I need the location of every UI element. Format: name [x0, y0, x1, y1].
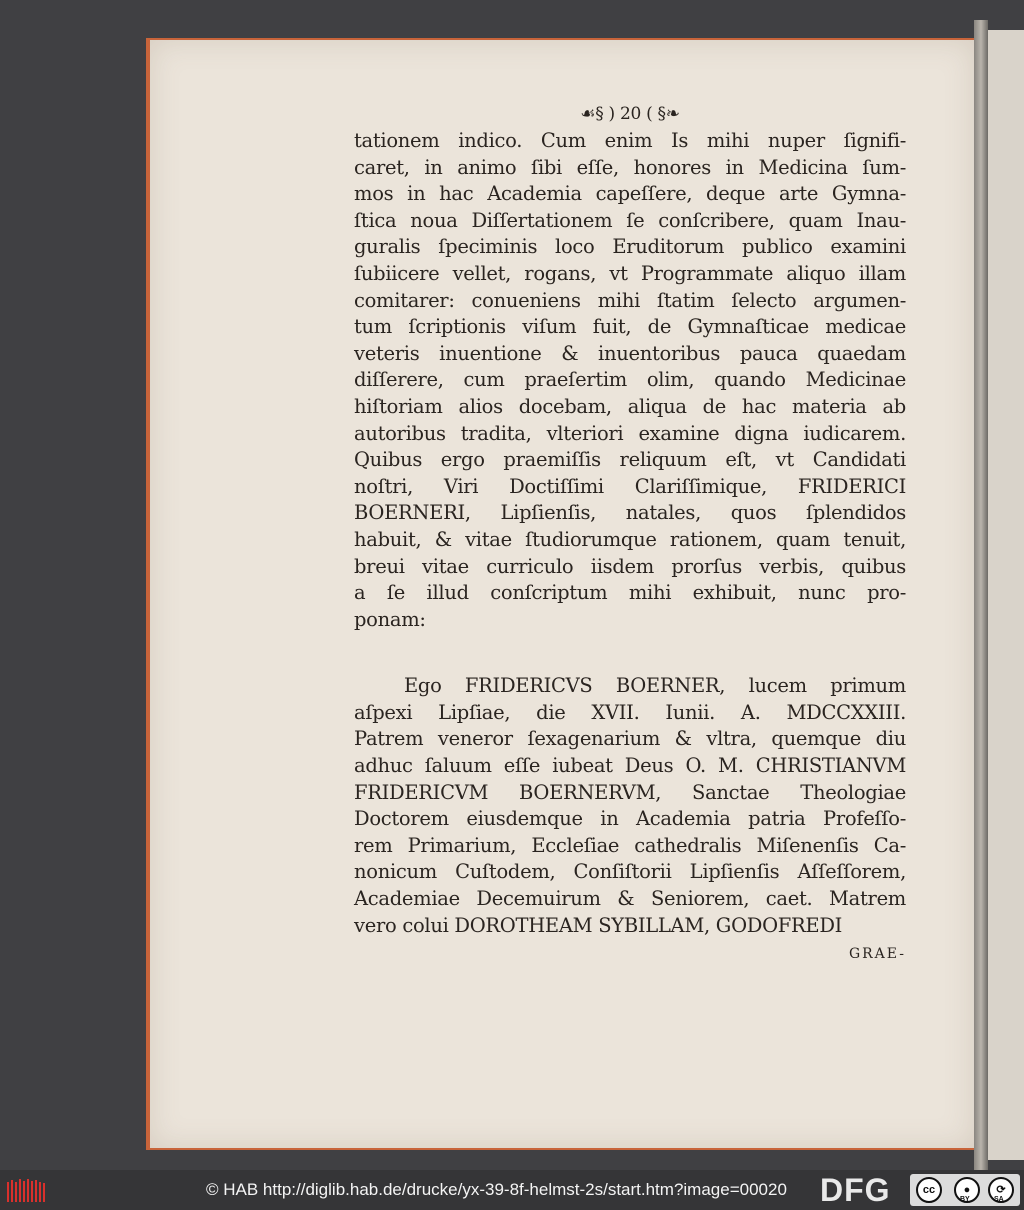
text-line: breui vitae curriculo iisdem prorſus verbis, quibus: [354, 554, 906, 578]
text-line: mos in hac Academia capeſſere, deque arte Gymna-: [354, 182, 906, 206]
hab-logo-icon: [6, 1178, 46, 1204]
text-line: ponam:: [354, 607, 426, 631]
cc-license-badge[interactable]: [910, 1174, 1020, 1206]
text-line: autoribus tradita, vlteriori examine digna iudicarem.: [354, 421, 906, 445]
dfg-logo: DFG: [820, 1172, 891, 1208]
text-line: Ego FRIDERICVS BOERNER, lucem primum: [404, 674, 906, 698]
text-line: ſubiicere vellet, rogans, vt Programmate aliquo illam: [354, 261, 906, 285]
text-line: habuit, & vitae ſtudiorumque rationem, quam tenuit,: [354, 527, 906, 551]
sa-label: SA: [994, 1196, 1004, 1203]
text-line: adhuc ſaluum eſſe iubeat Deus O. M. CHRISTIANVM: [354, 754, 906, 778]
text-line: Patrem veneror ſexagenarium & vltra, quemque diu: [354, 727, 906, 751]
paragraph-2: [354, 673, 906, 939]
text-line: BOERNERI, Lipſienſis, natales, quos ſplendidos: [354, 501, 906, 525]
text-line: Doctorem eiusdemque in Academia patria Profeſſo-: [354, 807, 906, 831]
share-alike-icon: ⟳: [988, 1177, 1014, 1203]
by-label: BY: [960, 1196, 970, 1203]
text-line: ſtica noua Diſſertationem ſe conſcribere, quam Inau-: [354, 208, 906, 232]
text-line: FRIDERICVM BOERNERVM, Sanctae Theologiae: [354, 780, 906, 804]
text-line: nonicum Cuſtodem, Conſiſtorii Lipſienſis Aſſeſſorem,: [354, 860, 906, 884]
page-text: [354, 100, 906, 969]
facing-page-edge: [988, 30, 1024, 1160]
text-line: Quibus ergo praemiſſis reliquum eſt, vt Candidati: [354, 448, 906, 472]
text-line: tationem indico. Cum enim Is mihi nuper ſignifi-: [354, 129, 906, 152]
copyright-link[interactable]: © HAB http://diglib.hab.de/drucke/yx-39-8f-helmst-2s/start.htm?image=00020: [206, 1180, 787, 1199]
catchword: GRAE-: [848, 946, 906, 963]
by-person-icon: ●: [954, 1177, 980, 1203]
text-line: diſſerere, cum praeſertim olim, quando Medicinae: [354, 368, 906, 392]
text-line: a ſe illud conſcriptum mihi exhibuit, nunc pro-: [354, 581, 906, 605]
footer-bar: [0, 1170, 1024, 1210]
text-line: vero colui DOROTHEAM SYBILLAM, GODOFREDI: [354, 913, 843, 937]
page-header: ☙§ ) 20 ( §❧: [580, 104, 680, 124]
paragraph-1: [354, 128, 906, 633]
text-line: veteris inuentione & inuentoribus pauca quaedam: [354, 341, 906, 365]
text-line: guralis ſpeciminis loco Eruditorum publico examini: [354, 235, 906, 259]
text-line: comitarer: conueniens mihi ſtatim ſelecto argumen-: [354, 288, 906, 312]
text-line: Academiae Decemuirum & Seniorem, caet. Matrem: [354, 887, 906, 911]
book-gutter: [974, 20, 988, 1170]
text-line: hiſtoriam alios docebam, aliqua de hac materia ab: [354, 394, 906, 418]
text-line: noſtri, Viri Doctiſſimi Clariſſimique, FRIDERICI: [354, 474, 906, 498]
text-line: rem Primarium, Eccleſiae cathedralis Miſenenſis Ca-: [354, 833, 906, 857]
text-line: tum ſcriptionis viſum fuit, de Gymnaſticae medicae: [354, 315, 906, 339]
cc-icon: cc: [916, 1177, 942, 1203]
text-line: aſpexi Lipſiae, die XVII. Iunii. A. MDCCXXIII.: [354, 700, 906, 724]
text-line: caret, in animo ſibi eſſe, honores in Medicina ſum-: [354, 155, 906, 179]
